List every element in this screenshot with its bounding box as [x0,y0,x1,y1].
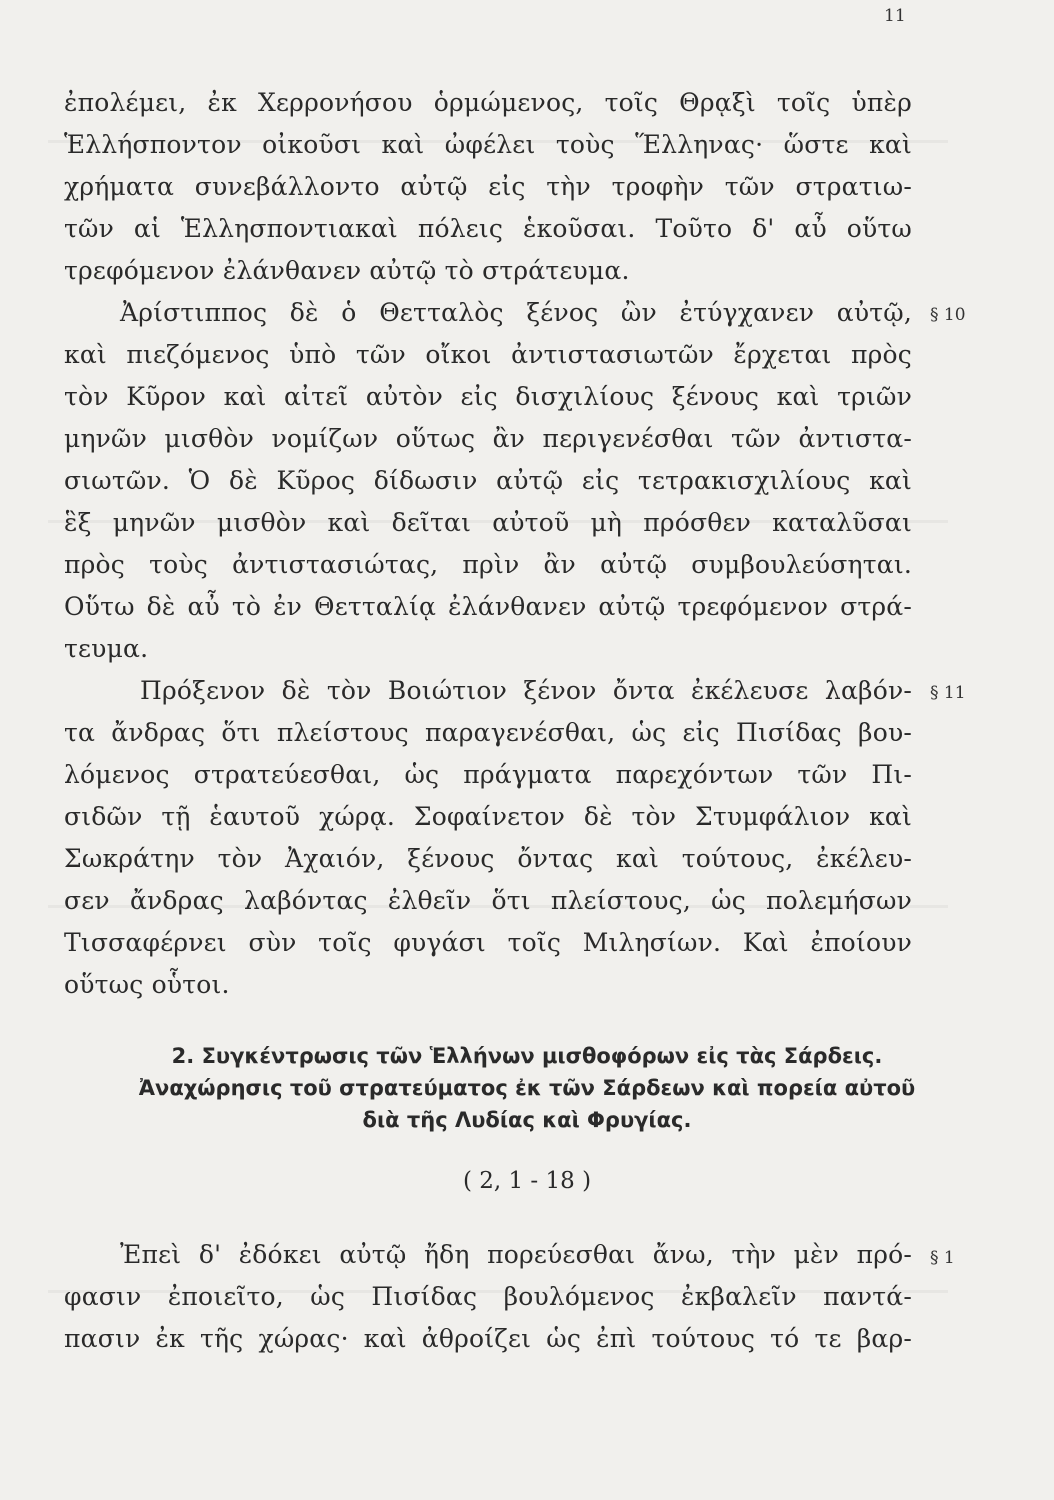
text-line: Τισσαφέρνει σὺν τοῖς φυγάσι τοῖς Μιλησίων. Καὶ ἐποίουν [64,928,912,957]
text-line: Πρόξενον δὲ τὸν Βοιώτιον ξένον ὄντα ἐκέλευσε λαβόν- [140,676,912,705]
text-line: σιδῶν τῇ ἑαυτοῦ χώρᾳ. Σοφαίνετον δὲ τὸν Στυμφάλιον καὶ [64,802,912,831]
text-line: ἓξ μηνῶν μισθὸν καὶ δεῖται αὐτοῦ μὴ πρόσθεν καταλῦσαι [64,508,912,537]
text-line: σεν ἄνδρας λαβόντας ἐλθεῖν ὅτι πλείστους, ὡς πολεμήσων [64,886,912,915]
heading-line: Ἀναχώρησις τοῦ στρατεύματος ἐκ τῶν Σάρδεων καὶ πορεία αὐτοῦ [138,1076,916,1100]
section-marker-10: § 10 [930,305,966,325]
text-line: μηνῶν μισθὸν νομίζων οὕτως ἂν περιγενέσθαι τῶν ἀντιστα- [64,424,912,453]
section-marker-11: § 11 [930,683,966,703]
text-line: οὕτως οὗτοι. [64,970,230,999]
text-line: Σωκράτην τὸν Ἀχαιόν, ξένους ὄντας καὶ τούτους, ἐκέλευ- [64,844,912,873]
text-line: Ἐπεὶ δ' ἐδόκει αὐτῷ ἤδη πορεύεσθαι ἄνω, τὴν μὲν πρό- [120,1240,912,1269]
text-line: λόμενος στρατεύεσθαι, ὡς πράγματα παρεχόντων τῶν Πι- [64,760,912,789]
page-number: 11 [884,6,906,26]
section-marker-1: § 1 [930,1248,955,1268]
text-line: ἐπολέμει, ἐκ Χερρονήσου ὁρμώμενος, τοῖς Θρᾳξὶ τοῖς ὑπὲρ [64,88,912,117]
text-line: φασιν ἐποιεῖτο, ὡς Πισίδας βουλόμενος ἐκβαλεῖν παντά- [64,1282,912,1311]
text-line: σιωτῶν. Ὁ δὲ Κῦρος δίδωσιν αὐτῷ εἰς τετρακισχιλίους καὶ [64,466,912,495]
text-line: τῶν αἱ Ἑλλησποντιακαὶ πόλεις ἑκοῦσαι. Τοῦτο δ' αὖ οὕτω [64,214,912,243]
text-line: τα ἄνδρας ὅτι πλείστους παραγενέσθαι, ὡς εἰς Πισίδας βου- [64,718,912,747]
text-line: καὶ πιεζόμενος ὑπὸ τῶν οἴκοι ἀντιστασιωτῶν ἔρχεται πρὸς [64,340,912,369]
reference: ( 2, 1 - 18 ) [462,1168,592,1194]
text-line: πρὸς τοὺς ἀντιστασιώτας, πρὶν ἂν αὐτῷ συμβουλεύσηται. [64,550,912,579]
text-line: τευμα. [64,634,149,663]
heading-line: διὰ τῆς Λυδίας καὶ Φρυγίας. [362,1108,692,1132]
text-line: τρεφόμενον ἐλάνθανεν αὐτῷ τὸ στράτευμα. [64,256,630,285]
text-line: πασιν ἐκ τῆς χώρας· καὶ ἀθροίζει ὡς ἐπὶ τούτους τό τε βαρ- [64,1324,912,1353]
text-line: τὸν Κῦρον καὶ αἰτεῖ αὐτὸν εἰς δισχιλίους ξένους καὶ τριῶν [64,382,912,411]
text-line: Ἑλλήσποντον οἰκοῦσι καὶ ὠφέλει τοὺς Ἕλληνας· ὥστε καὶ [64,130,912,159]
text-line: χρήματα συνεβάλλοντο αὐτῷ εἰς τὴν τροφὴν τῶν στρατιω- [64,172,912,201]
text-line: Οὕτω δὲ αὖ τὸ ἐν Θετταλίᾳ ἐλάνθανεν αὐτῷ τρεφόμενον στρά- [64,592,912,621]
text-line: Ἀρίστιππος δὲ ὁ Θετταλὸς ξένος ὢν ἐτύγχανεν αὐτῷ, [120,298,912,327]
heading-line: 2. Συγκέντρωσις τῶν Ἑλλήνων μισθοφόρων εἰς τὰς Σάρδεις. [171,1044,883,1068]
